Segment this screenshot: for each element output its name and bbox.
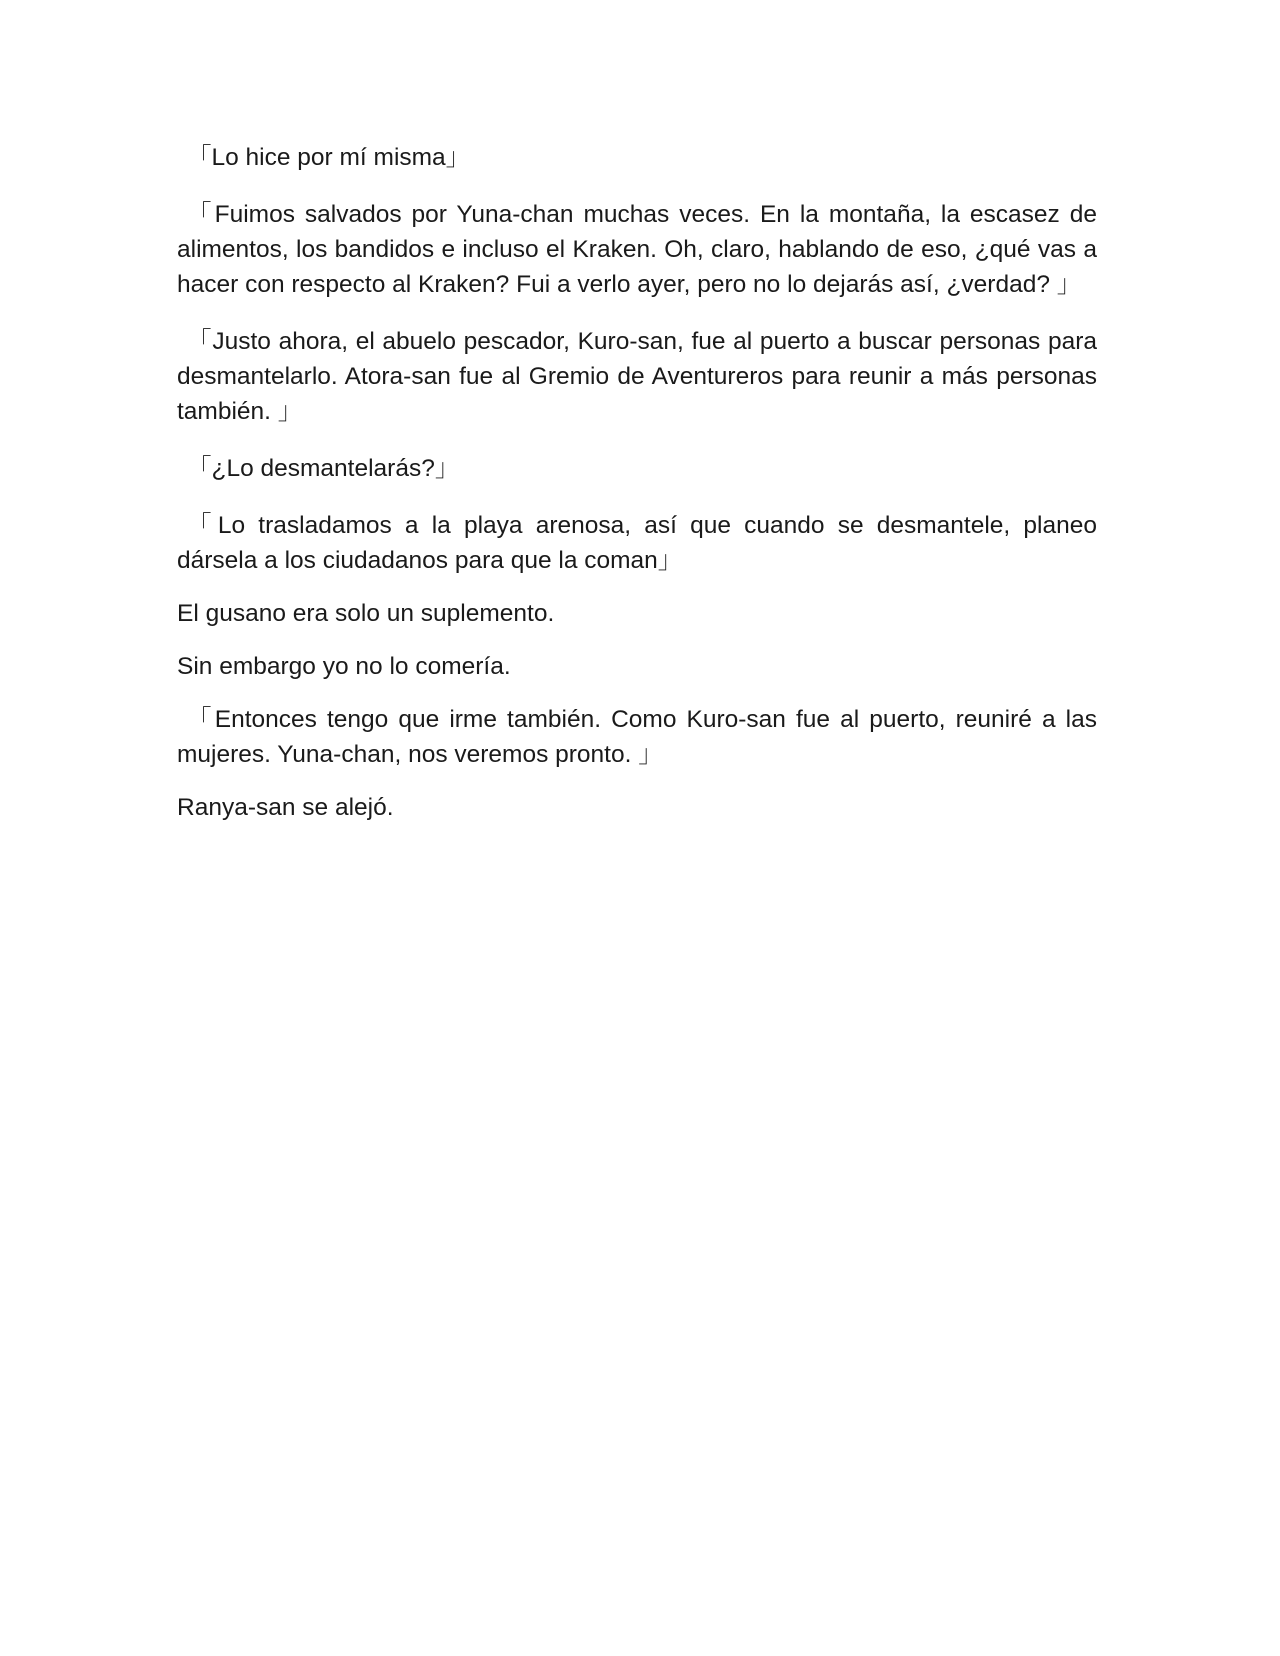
paragraph-8: 「Entonces tengo que irme también. Como Kuro-san fue al puerto, reuniré a las mujeres. Yuna-chan, nos veremos pronto. 」 (177, 706, 1097, 768)
paragraph-7: Sin embargo yo no lo comería. (177, 653, 511, 680)
paragraph-5: 「Lo trasladamos a la playa arenosa, así que cuando se desmantele, planeo dársela a los ciudadanos para que la coman」 (177, 512, 1097, 574)
paragraph-9: Ranya-san se alejó. (177, 794, 394, 821)
paragraph-2: 「Fuimos salvados por Yuna-chan muchas veces. En la montaña, la escasez de alimentos, los bandidos e incluso el Kraken. Oh, claro, hablando de eso, ¿qué vas a hacer con respecto al Kraken? Fui a verlo ayer, pero no lo dejarás así, ¿verdad? 」 (177, 201, 1097, 298)
paragraph-4: 「¿Lo desmantelarás?」 (187, 455, 460, 482)
document-page (177, 140, 1097, 825)
paragraph-3: 「Justo ahora, el abuelo pescador, Kuro-san, fue al puerto a buscar personas para desmantelarlo. Atora-san fue al Gremio de Aventureros para reunir a más personas también. 」 (177, 328, 1097, 425)
paragraph-1: 「Lo hice por mí misma」 (187, 144, 471, 171)
paragraph-6: El gusano era solo un suplemento. (177, 600, 555, 627)
